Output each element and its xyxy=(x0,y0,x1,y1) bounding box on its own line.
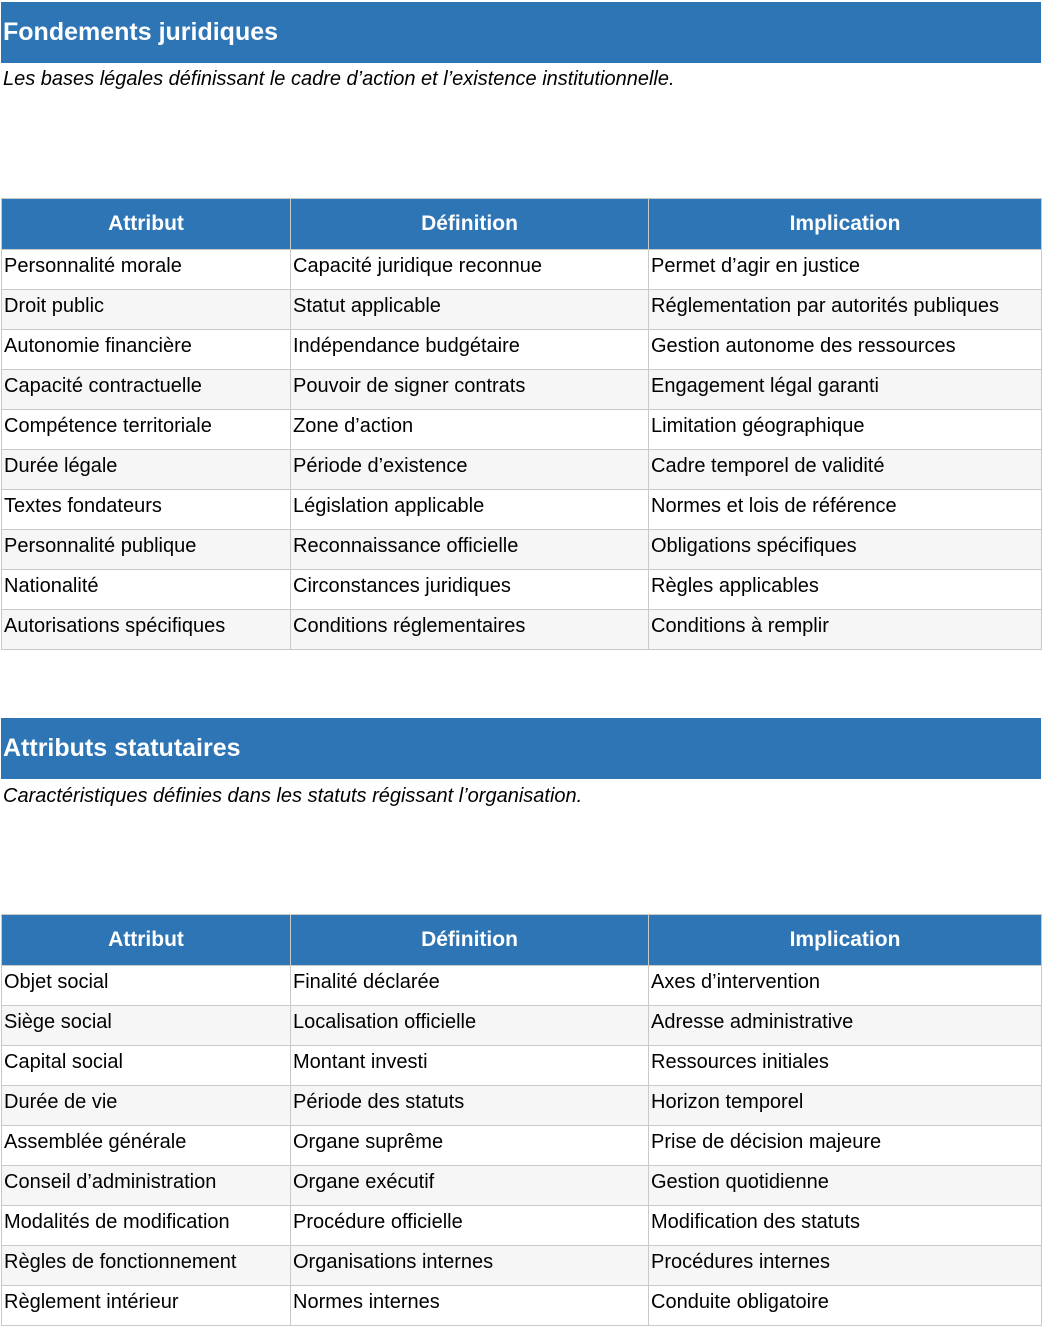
cell-attribut: Modalités de modification xyxy=(2,1206,291,1246)
table-row xyxy=(2,530,1042,570)
cell-attribut: Durée légale xyxy=(2,450,291,490)
cell-implication: Limitation géographique xyxy=(649,410,1042,450)
table-row xyxy=(2,370,1042,410)
cell-definition: Organe suprême xyxy=(291,1126,649,1166)
cell-attribut: Droit public xyxy=(2,290,291,330)
cell-definition: Circonstances juridiques xyxy=(291,570,649,610)
table-row xyxy=(2,610,1042,650)
table-fondements xyxy=(1,198,1042,650)
table-header-row xyxy=(2,915,1042,966)
cell-implication: Horizon temporel xyxy=(649,1086,1042,1126)
cell-definition: Reconnaissance officielle xyxy=(291,530,649,570)
cell-implication: Conduite obligatoire xyxy=(649,1286,1042,1326)
cell-implication: Ressources initiales xyxy=(649,1046,1042,1086)
cell-implication: Prise de décision majeure xyxy=(649,1126,1042,1166)
cell-implication: Gestion quotidienne xyxy=(649,1166,1042,1206)
cell-definition: Procédure officielle xyxy=(291,1206,649,1246)
table-row xyxy=(2,1086,1042,1126)
cell-definition: Période des statuts xyxy=(291,1086,649,1126)
section-subtitle-fondements: Les bases légales définissant le cadre d’action et l’existence institutionnelle. xyxy=(3,68,675,90)
table-row xyxy=(2,570,1042,610)
section-subtitle-statutaires: Caractéristiques définies dans les statuts régissant l’organisation. xyxy=(3,785,583,807)
cell-attribut: Capacité contractuelle xyxy=(2,370,291,410)
cell-attribut: Nationalité xyxy=(2,570,291,610)
table-row xyxy=(2,1206,1042,1246)
column-header-implication: Implication xyxy=(649,199,1042,250)
table-row xyxy=(2,1006,1042,1046)
cell-definition: Conditions réglementaires xyxy=(291,610,649,650)
cell-implication: Permet d’agir en justice xyxy=(649,250,1042,290)
cell-definition: Normes internes xyxy=(291,1286,649,1326)
table-row xyxy=(2,1286,1042,1326)
cell-attribut: Personnalité morale xyxy=(2,250,291,290)
table-header-row xyxy=(2,199,1042,250)
table-row xyxy=(2,1246,1042,1286)
cell-attribut: Compétence territoriale xyxy=(2,410,291,450)
cell-definition: Zone d’action xyxy=(291,410,649,450)
cell-attribut: Conseil d’administration xyxy=(2,1166,291,1206)
cell-definition: Indépendance budgétaire xyxy=(291,330,649,370)
cell-implication: Gestion autonome des ressources xyxy=(649,330,1042,370)
cell-definition: Organisations internes xyxy=(291,1246,649,1286)
table-row xyxy=(2,1166,1042,1206)
cell-definition: Finalité déclarée xyxy=(291,966,649,1006)
cell-definition: Période d’existence xyxy=(291,450,649,490)
cell-attribut: Capital social xyxy=(2,1046,291,1086)
cell-attribut: Siège social xyxy=(2,1006,291,1046)
cell-attribut: Règles de fonctionnement xyxy=(2,1246,291,1286)
cell-implication: Réglementation par autorités publiques xyxy=(649,290,1042,330)
column-header-implication: Implication xyxy=(649,915,1042,966)
cell-attribut: Assemblée générale xyxy=(2,1126,291,1166)
cell-definition: Législation applicable xyxy=(291,490,649,530)
cell-definition: Statut applicable xyxy=(291,290,649,330)
cell-attribut: Durée de vie xyxy=(2,1086,291,1126)
column-header-definition: Définition xyxy=(291,915,649,966)
section-title-fondements: Fondements juridiques xyxy=(1,2,1041,63)
table-row xyxy=(2,1126,1042,1166)
cell-implication: Procédures internes xyxy=(649,1246,1042,1286)
column-header-definition: Définition xyxy=(291,199,649,250)
cell-definition: Pouvoir de signer contrats xyxy=(291,370,649,410)
column-header-attribut: Attribut xyxy=(2,915,291,966)
table-row xyxy=(2,490,1042,530)
cell-definition: Montant investi xyxy=(291,1046,649,1086)
table-row xyxy=(2,450,1042,490)
cell-definition: Organe exécutif xyxy=(291,1166,649,1206)
cell-attribut: Règlement intérieur xyxy=(2,1286,291,1326)
cell-attribut: Personnalité publique xyxy=(2,530,291,570)
section-title-statutaires: Attributs statutaires xyxy=(1,718,1041,779)
cell-implication: Cadre temporel de validité xyxy=(649,450,1042,490)
cell-definition: Capacité juridique reconnue xyxy=(291,250,649,290)
cell-implication: Axes d’intervention xyxy=(649,966,1042,1006)
table-statutaires xyxy=(1,914,1042,1326)
cell-implication: Normes et lois de référence xyxy=(649,490,1042,530)
table-row xyxy=(2,1046,1042,1086)
column-header-attribut: Attribut xyxy=(2,199,291,250)
table-row xyxy=(2,250,1042,290)
cell-implication: Règles applicables xyxy=(649,570,1042,610)
cell-attribut: Textes fondateurs xyxy=(2,490,291,530)
table-row xyxy=(2,410,1042,450)
cell-implication: Modification des statuts xyxy=(649,1206,1042,1246)
cell-definition: Localisation officielle xyxy=(291,1006,649,1046)
cell-implication: Obligations spécifiques xyxy=(649,530,1042,570)
cell-attribut: Autonomie financière xyxy=(2,330,291,370)
cell-attribut: Autorisations spécifiques xyxy=(2,610,291,650)
table-row xyxy=(2,966,1042,1006)
cell-attribut: Objet social xyxy=(2,966,291,1006)
cell-implication: Engagement légal garanti xyxy=(649,370,1042,410)
table-row xyxy=(2,290,1042,330)
cell-implication: Conditions à remplir xyxy=(649,610,1042,650)
cell-implication: Adresse administrative xyxy=(649,1006,1042,1046)
table-row xyxy=(2,330,1042,370)
